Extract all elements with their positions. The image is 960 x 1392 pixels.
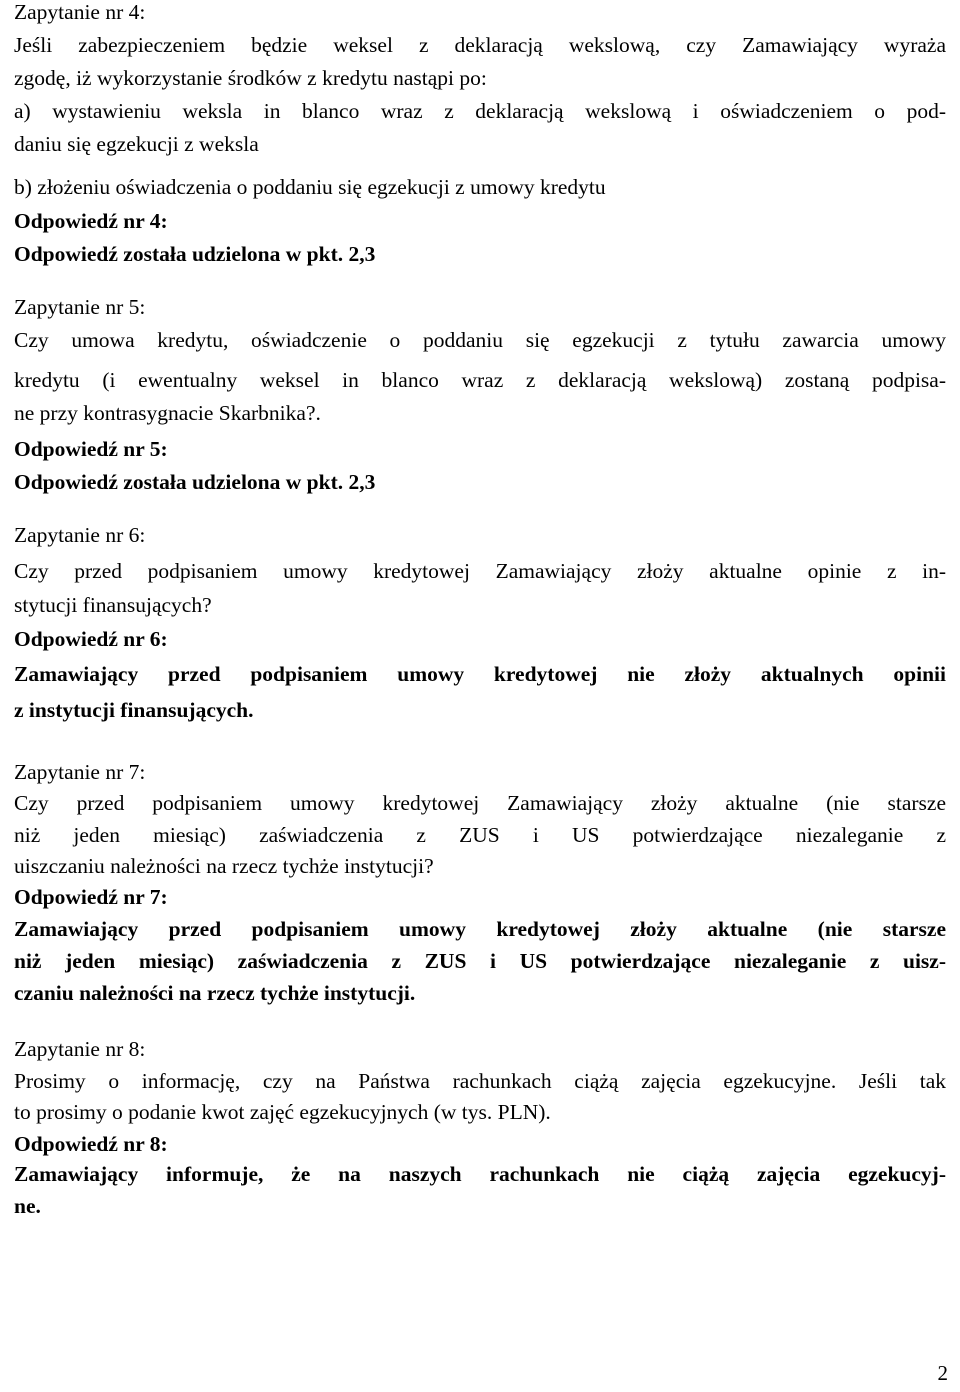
q7-answer-text: niż jeden miesiąc) zaświadczenia z ZUS i US potwierdzające niezaleganie z uisz- xyxy=(14,949,946,973)
q4-text-line: zgodę, iż wykorzystanie środków z kredytu nastąpi po: xyxy=(14,66,487,90)
q7-title: Zapytanie nr 7: xyxy=(14,760,146,784)
q5-text-line: kredytu (i ewentualny weksel in blanco wraz z deklaracją wekslową) zostaną podpisa- xyxy=(14,368,946,392)
q8-text-line: to prosimy o podanie kwot zajęć egzekucyjnych (w tys. PLN). xyxy=(14,1100,551,1124)
q8-answer-title: Odpowiedź nr 8: xyxy=(14,1132,168,1156)
q6-answer-text: z instytucji finansujących. xyxy=(14,698,254,722)
q6-title: Zapytanie nr 6: xyxy=(14,523,146,547)
q8-answer-text: ne. xyxy=(14,1194,41,1218)
q6-answer-title: Odpowiedź nr 6: xyxy=(14,627,168,651)
q5-answer-text: Odpowiedź została udzielona w pkt. 2,3 xyxy=(14,470,376,494)
q4-text-line: daniu się egzekucji z weksla xyxy=(14,132,259,156)
q6-text-line: stytucji finansujących? xyxy=(14,593,212,617)
q5-answer-title: Odpowiedź nr 5: xyxy=(14,437,168,461)
q6-answer-text: Zamawiający przed podpisaniem umowy kredytowej nie złoży aktualnych opinii xyxy=(14,662,946,686)
q4-text-line: b) złożeniu oświadczenia o poddaniu się egzekucji z umowy kredytu xyxy=(14,175,606,199)
q6-text-line: Czy przed podpisaniem umowy kredytowej Zamawiający złoży aktualne opinie z in- xyxy=(14,559,946,583)
q5-text-line: ne przy kontrasygnacie Skarbnika?. xyxy=(14,401,321,425)
q4-text-line: a) wystawieniu weksla in blanco wraz z deklaracją wekslową i oświadczeniem o pod- xyxy=(14,99,946,123)
q7-text-line: uiszczaniu należności na rzecz tychże instytucji? xyxy=(14,854,434,878)
q4-answer-title: Odpowiedź nr 4: xyxy=(14,209,168,233)
q7-text-line: niż jeden miesiąc) zaświadczenia z ZUS i US potwierdzające niezaleganie z xyxy=(14,823,946,847)
q7-text-line: Czy przed podpisaniem umowy kredytowej Zamawiający złoży aktualne (nie starsze xyxy=(14,791,946,815)
q7-answer-title: Odpowiedź nr 7: xyxy=(14,885,168,909)
q7-answer-text: Zamawiający przed podpisaniem umowy kredytowej złoży aktualne (nie starsze xyxy=(14,917,946,941)
q5-title: Zapytanie nr 5: xyxy=(14,295,146,319)
q5-text-line: Czy umowa kredytu, oświadczenie o poddaniu się egzekucji z tytułu zawarcia umowy xyxy=(14,328,946,352)
q4-text-line: Jeśli zabezpieczeniem będzie weksel z deklaracją wekslową, czy Zamawiający wyraża xyxy=(14,33,946,57)
page-number: 2 xyxy=(937,1361,948,1385)
q8-text-line: Prosimy o informację, czy na Państwa rachunkach ciążą zajęcia egzekucyjne. Jeśli tak xyxy=(14,1069,946,1093)
q4-title: Zapytanie nr 4: xyxy=(14,0,146,24)
q7-answer-text: czaniu należności na rzecz tychże instytucji. xyxy=(14,981,416,1005)
q8-title: Zapytanie nr 8: xyxy=(14,1037,146,1061)
q4-answer-text: Odpowiedź została udzielona w pkt. 2,3 xyxy=(14,242,376,266)
q8-answer-text: Zamawiający informuje, że na naszych rachunkach nie ciążą zajęcia egzekucyj- xyxy=(14,1162,946,1186)
